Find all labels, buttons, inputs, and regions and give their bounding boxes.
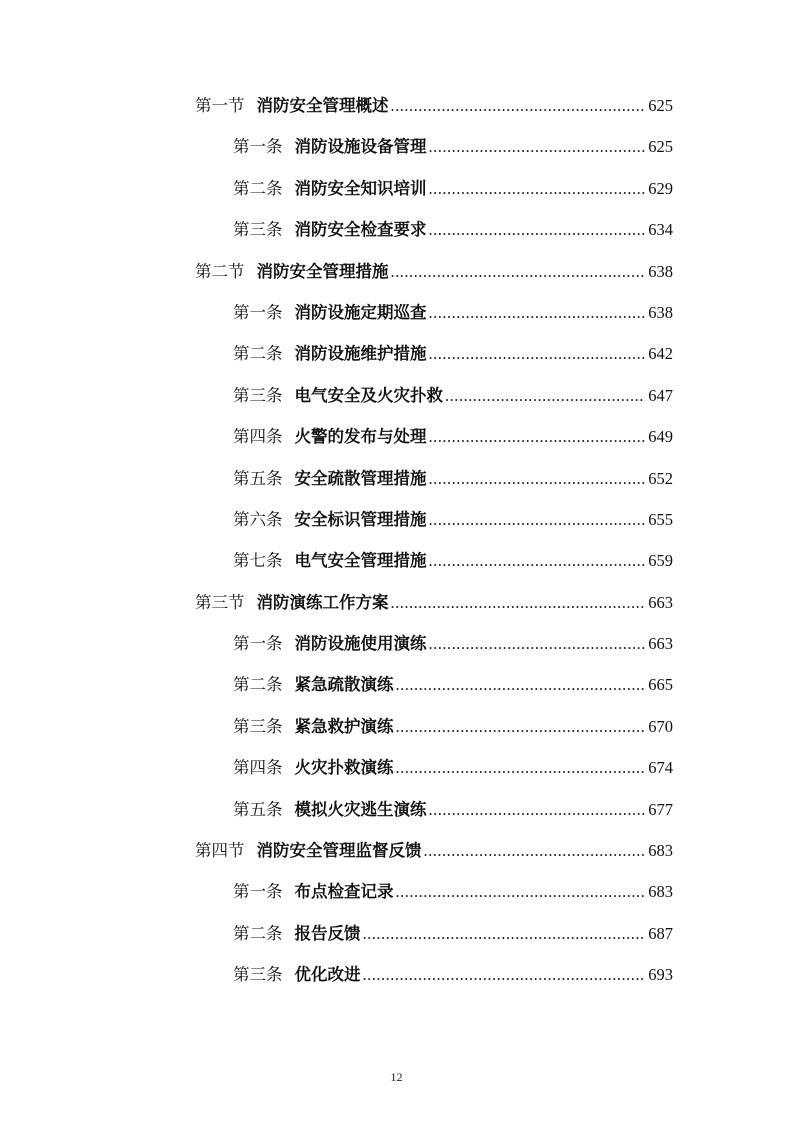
- toc-entry-title: 电气安全管理措施: [294, 551, 427, 571]
- toc-article-entry[interactable]: [0, 961, 673, 1002]
- toc-entry-title: 安全标识管理措施: [294, 509, 427, 529]
- toc-entry-page-number: 677: [648, 799, 673, 819]
- toc-article-entry[interactable]: [0, 547, 673, 588]
- toc-dot-leader: [424, 841, 646, 861]
- toc-section-entry[interactable]: [0, 258, 673, 299]
- toc-article-entry[interactable]: [0, 630, 673, 671]
- toc-entry-number: 第三条: [233, 220, 283, 240]
- toc-entry-number: 第二条: [233, 178, 283, 198]
- toc-dot-leader: [429, 303, 646, 323]
- toc-entry-page-number: 670: [648, 716, 673, 736]
- toc-dot-leader: [429, 220, 646, 240]
- toc-entry-page-number: 638: [648, 261, 673, 281]
- toc-entry-number: 第七条: [233, 551, 283, 571]
- toc-entry-number: 第五条: [233, 468, 283, 488]
- toc-entry-title: 电气安全及火灾扑救: [294, 385, 443, 405]
- toc-entry-page-number: 693: [648, 965, 673, 985]
- toc-dot-leader: [429, 510, 646, 530]
- toc-dot-leader: [391, 262, 646, 282]
- toc-entry-title: 消防设施定期巡查: [294, 302, 427, 322]
- toc-entry-number: 第一条: [233, 137, 283, 157]
- toc-entry-title: 消防设施设备管理: [294, 137, 427, 157]
- toc-entry-page-number: 652: [648, 468, 673, 488]
- toc-article-entry[interactable]: [0, 713, 673, 754]
- toc-entry-page-number: 638: [648, 302, 673, 322]
- toc-dot-leader: [391, 593, 646, 613]
- toc-dot-leader: [363, 965, 646, 985]
- toc-dot-leader: [396, 675, 646, 695]
- toc-entry-number: 第二条: [233, 675, 283, 695]
- toc-entry-title: 消防演练工作方案: [256, 592, 389, 612]
- toc-entry-number: 第五条: [233, 799, 283, 819]
- toc-article-entry[interactable]: [0, 671, 673, 712]
- toc-entry-title: 消防设施使用演练: [294, 634, 427, 654]
- toc-dot-leader: [363, 924, 646, 944]
- toc-dot-leader: [396, 717, 646, 737]
- toc-entry-title: 紧急救护演练: [294, 716, 394, 736]
- toc-dot-leader: [429, 427, 646, 447]
- toc-section-entry[interactable]: [0, 589, 673, 630]
- toc-entry-number: 第一条: [233, 634, 283, 654]
- toc-dot-leader: [429, 634, 646, 654]
- toc-article-entry[interactable]: [0, 506, 673, 547]
- toc-dot-leader: [396, 882, 646, 902]
- toc-dot-leader: [396, 758, 646, 778]
- toc-article-entry[interactable]: [0, 299, 673, 340]
- toc-article-entry[interactable]: [0, 465, 673, 506]
- toc-entry-number: 第三条: [233, 716, 283, 736]
- toc-entry-title: 火警的发布与处理: [294, 427, 427, 447]
- toc-entry-number: 第一条: [233, 882, 283, 902]
- toc-entry-page-number: 647: [648, 385, 673, 405]
- toc-entry-page-number: 665: [648, 675, 673, 695]
- toc-entry-page-number: 663: [648, 634, 673, 654]
- page-number: 12: [390, 1070, 403, 1084]
- toc-entry-title: 消防设施维护措施: [294, 344, 427, 364]
- toc-dot-leader: [391, 96, 646, 116]
- toc-article-entry[interactable]: [0, 878, 673, 919]
- toc-entry-number: 第一条: [233, 302, 283, 322]
- toc-entry-number: 第三条: [233, 385, 283, 405]
- toc-entry-number: 第一节: [195, 96, 245, 115]
- toc-section-entry[interactable]: [0, 92, 673, 133]
- toc-entry-page-number: 649: [648, 427, 673, 447]
- toc-dot-leader: [429, 800, 646, 820]
- toc-dot-leader: [429, 469, 646, 489]
- toc-dot-leader: [445, 386, 645, 406]
- toc-entry-page-number: 642: [648, 344, 673, 364]
- toc-article-entry[interactable]: [0, 796, 673, 837]
- toc-entry-page-number: 629: [648, 178, 673, 198]
- toc-article-entry[interactable]: [0, 382, 673, 423]
- table-of-contents: [0, 92, 793, 1003]
- toc-dot-leader: [429, 137, 646, 157]
- toc-entry-number: 第三节: [195, 592, 245, 612]
- toc-entry-page-number: 687: [648, 923, 673, 943]
- toc-entry-title: 消防安全管理概述: [256, 96, 389, 115]
- toc-entry-number: 第二节: [195, 261, 245, 281]
- toc-article-entry[interactable]: [0, 133, 673, 174]
- toc-entry-page-number: 683: [648, 841, 673, 861]
- toc-entry-page-number: 659: [648, 551, 673, 571]
- toc-entry-title: 布点检查记录: [294, 882, 394, 902]
- toc-entry-number: 第六条: [233, 509, 283, 529]
- toc-entry-page-number: 683: [648, 882, 673, 902]
- toc-article-entry[interactable]: [0, 216, 673, 257]
- toc-entry-page-number: 674: [648, 758, 673, 778]
- toc-entry-number: 第四条: [233, 758, 283, 778]
- toc-entry-page-number: 655: [648, 509, 673, 529]
- toc-dot-leader: [429, 179, 646, 199]
- toc-article-entry[interactable]: [0, 423, 673, 464]
- toc-entry-title: 优化改进: [294, 965, 361, 985]
- toc-entry-page-number: 634: [648, 220, 673, 240]
- toc-entry-title: 消防安全管理监督反馈: [256, 841, 422, 861]
- toc-entry-title: 消防安全知识培训: [294, 178, 427, 198]
- toc-entry-title: 安全疏散管理措施: [294, 468, 427, 488]
- toc-entry-page-number: 625: [648, 137, 673, 157]
- toc-entry-number: 第四节: [195, 841, 245, 861]
- toc-dot-leader: [429, 344, 646, 364]
- toc-entry-number: 第三条: [233, 965, 283, 985]
- toc-article-entry[interactable]: [0, 175, 673, 216]
- toc-article-entry[interactable]: [0, 920, 673, 961]
- toc-entry-title: 消防安全检查要求: [294, 220, 427, 240]
- toc-entry-page-number: 625: [648, 96, 673, 115]
- toc-section-entry[interactable]: [0, 837, 673, 878]
- toc-entry-title: 火灾扑救演练: [294, 758, 394, 778]
- toc-entry-title: 模拟火灾逃生演练: [294, 799, 427, 819]
- toc-entry-page-number: 663: [648, 592, 673, 612]
- toc-entry-title: 紧急疏散演练: [294, 675, 394, 695]
- toc-entry-number: 第二条: [233, 923, 283, 943]
- toc-article-entry[interactable]: [0, 340, 673, 381]
- toc-entry-title: 消防安全管理措施: [256, 261, 389, 281]
- toc-entry-number: 第四条: [233, 427, 283, 447]
- toc-entry-title: 报告反馈: [294, 923, 361, 943]
- toc-article-entry[interactable]: [0, 754, 673, 795]
- toc-dot-leader: [429, 551, 646, 571]
- toc-entry-number: 第二条: [233, 344, 283, 364]
